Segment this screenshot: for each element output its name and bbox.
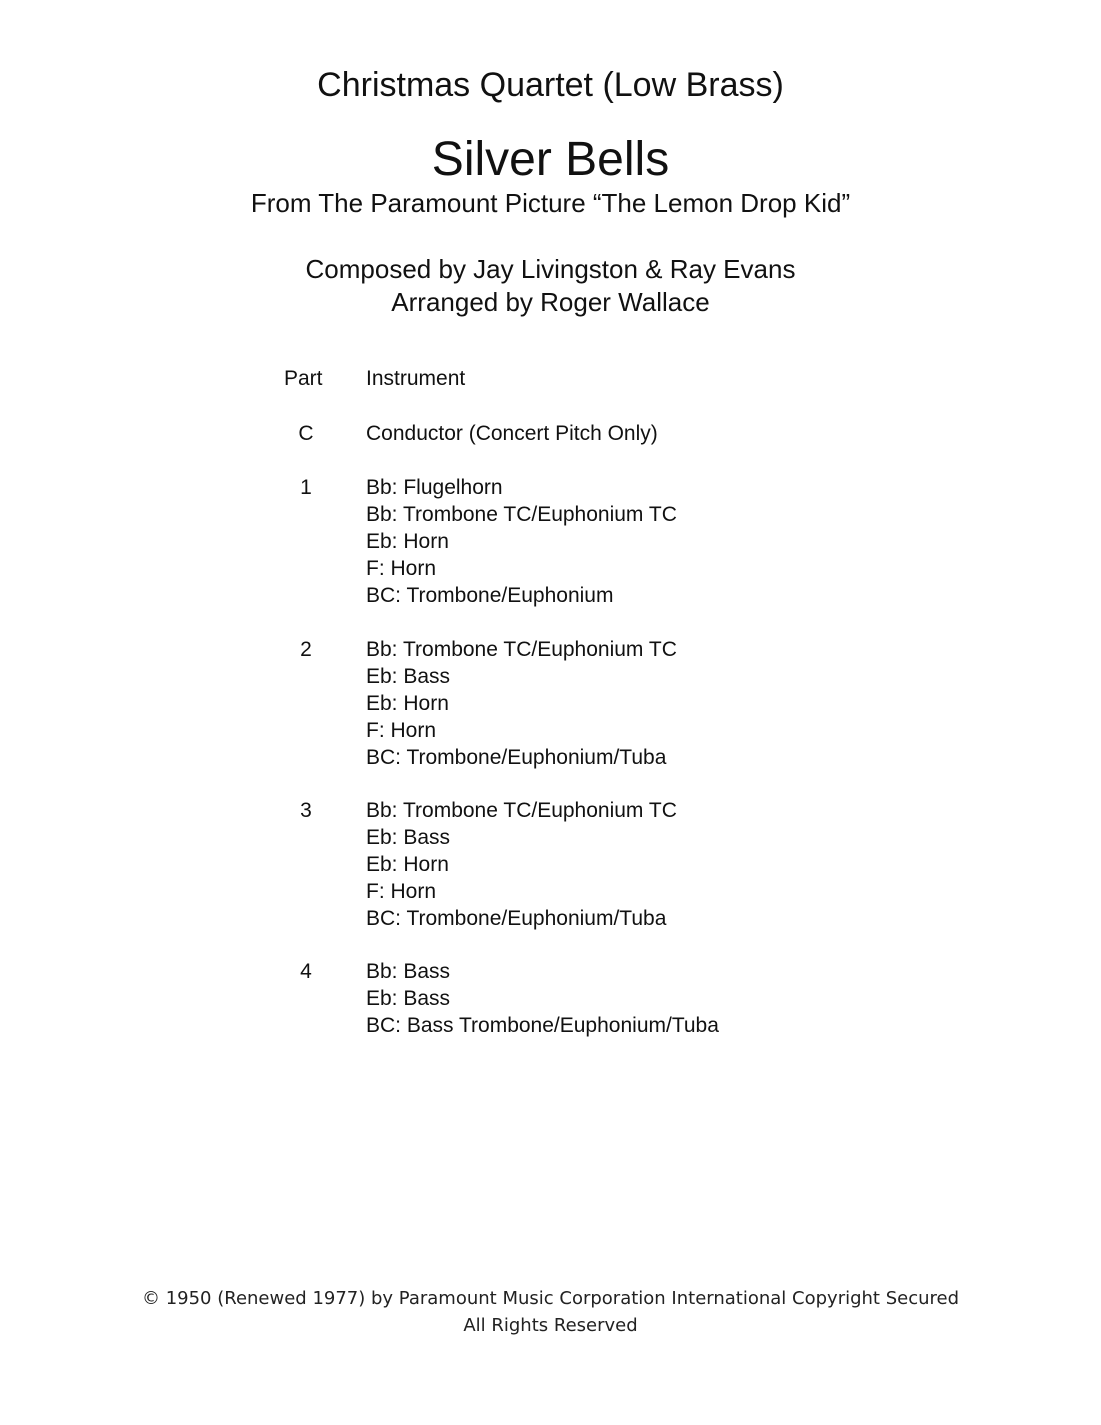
instrument-item: F: Horn bbox=[366, 719, 437, 742]
part-number: 3 bbox=[300, 799, 312, 822]
instrument-item: Bb: Trombone TC/Euphonium TC bbox=[366, 503, 677, 526]
instrument-list bbox=[366, 958, 719, 1039]
instrument-list bbox=[366, 474, 677, 609]
instrument-item: F: Horn bbox=[366, 880, 437, 903]
copyright-footer bbox=[0, 1285, 1101, 1339]
rights-line: All Rights Reserved bbox=[463, 1315, 638, 1336]
instrument-list bbox=[366, 797, 677, 932]
instrument-item: BC: Trombone/Euphonium/Tuba bbox=[366, 907, 667, 930]
instrument-list bbox=[366, 636, 677, 771]
instrument-item: Eb: Bass bbox=[366, 987, 451, 1010]
instrument-item: BC: Bass Trombone/Euphonium/Tuba bbox=[366, 1014, 719, 1037]
instrument-item: Bb: Trombone TC/Euphonium TC bbox=[366, 799, 677, 822]
instrument-item: Eb: Horn bbox=[366, 530, 449, 553]
instrument-item: Bb: Bass bbox=[366, 960, 451, 983]
subtitle: From The Paramount Picture “The Lemon Drop Kid” bbox=[250, 188, 851, 218]
column-header-instrument: Instrument bbox=[366, 367, 466, 390]
instrument-item: Conductor (Concert Pitch Only) bbox=[366, 422, 658, 445]
instrument-item: Bb: Trombone TC/Euphonium TC bbox=[366, 638, 677, 661]
arranger-credit: Arranged by Roger Wallace bbox=[391, 287, 710, 317]
instrument-item: F: Horn bbox=[366, 557, 437, 580]
instrument-item: Eb: Horn bbox=[366, 853, 449, 876]
instrument-item: Eb: Bass bbox=[366, 826, 451, 849]
copyright-line: © 1950 (Renewed 1977) by Paramount Music Corporation International Copyright Secured bbox=[141, 1288, 960, 1309]
composer-credit: Composed by Jay Livingston & Ray Evans bbox=[305, 254, 796, 284]
part-number: 1 bbox=[300, 476, 312, 499]
instrument-list bbox=[366, 420, 658, 447]
instrument-item: BC: Trombone/Euphonium bbox=[366, 584, 614, 607]
instrument-item: Eb: Bass bbox=[366, 665, 451, 688]
series-title: Christmas Quartet (Low Brass) bbox=[317, 66, 784, 104]
instrument-item: Bb: Flugelhorn bbox=[366, 476, 503, 499]
part-number: C bbox=[298, 422, 314, 445]
part-number: 4 bbox=[300, 960, 312, 983]
instrument-item: BC: Trombone/Euphonium/Tuba bbox=[366, 746, 667, 769]
column-header-part: Part bbox=[284, 367, 323, 390]
instrument-item: Eb: Horn bbox=[366, 692, 449, 715]
part-number: 2 bbox=[300, 638, 312, 661]
song-title: Silver Bells bbox=[431, 133, 670, 186]
